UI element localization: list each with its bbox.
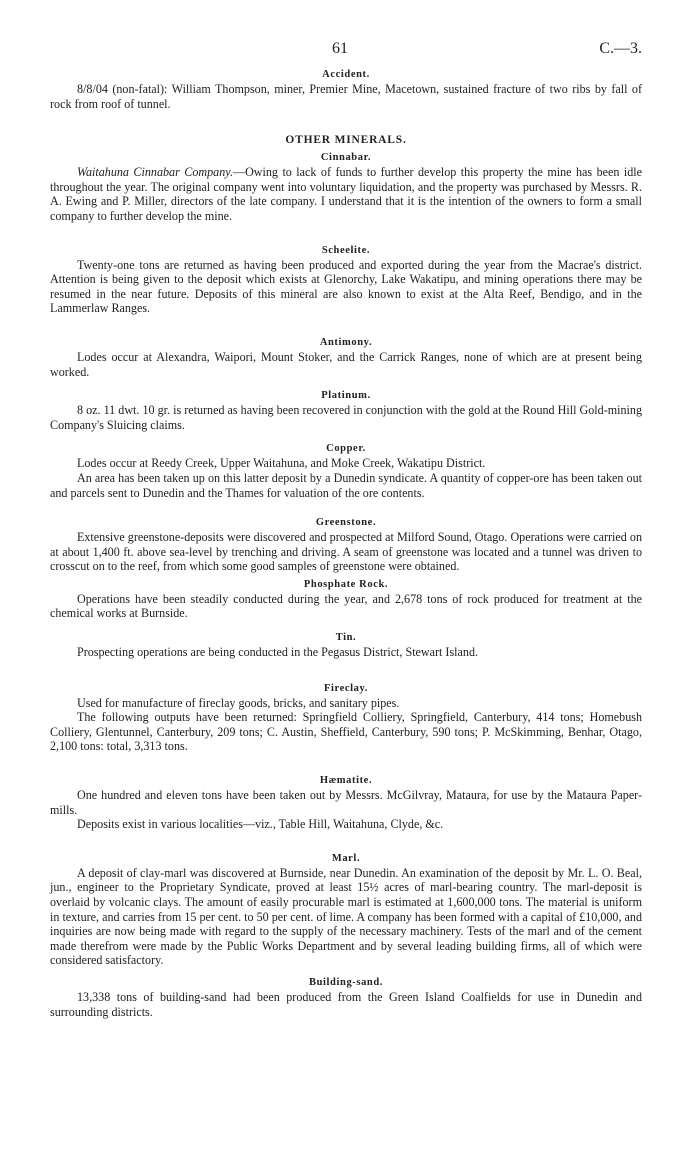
building-sand-text: 13,338 tons of building-sand had been produced from the Green Island Coalfields for use in Dunedin and surrounding districts. bbox=[50, 989, 642, 1019]
section-cinnabar bbox=[50, 151, 642, 223]
haematite-text-1: One hundred and eleven tons have been taken out by Messrs. McGilvray, Mataura, for use by the Mataura Paper-mills. bbox=[50, 788, 642, 817]
heading-copper: Copper. bbox=[326, 443, 366, 455]
heading-marl: Marl. bbox=[331, 852, 361, 864]
platinum-text: 8 oz. 11 dwt. 10 gr. is returned as having been recovered in conjunction with the gold at the Round Hill Gold-mining Company's Sluicing claims. bbox=[50, 403, 642, 432]
heading-scheelite: Scheelite. bbox=[321, 244, 371, 256]
section-marl bbox=[50, 852, 642, 968]
fireclay-text-2: The following outputs have been returned: Springfield Colliery, Springfield, Canterbury, 414 tons; Homebush Colliery, Glentunnel, Canterbury, 209 tons; C. Austin, Sheffield, Canterbury, 590 tons; P. McSkimming, Benhar, Otago, 2,100 tons: total, 3,313 tons. bbox=[50, 710, 642, 754]
heading-phosphate-rock: Phosphate Rock. bbox=[303, 578, 389, 590]
page-header bbox=[50, 40, 642, 62]
paper-reference: C.—3. bbox=[599, 40, 642, 57]
section-copper bbox=[50, 442, 642, 500]
phosphate-text: Operations have been steadily conducted during the year, and 2,678 tons of rock produced for treatment at the chemical works at Burnside. bbox=[50, 591, 642, 621]
page-number: 61 bbox=[332, 40, 348, 57]
section-fireclay bbox=[50, 682, 642, 754]
cinnabar-paragraph bbox=[50, 165, 642, 223]
cinnabar-company-name: Waitahuna Cinnabar Company. bbox=[77, 165, 233, 180]
copper-text-2: An area has been taken up on this latter deposit by a Dunedin syndicate. A quantity of copper-ore has been taken out and parcels sent to Dunedin and the Thames for valuation of the ore contents. bbox=[50, 470, 642, 500]
document-page bbox=[50, 40, 642, 1019]
section-accident bbox=[50, 68, 642, 111]
tin-text: Prospecting operations are being conducted in the Pegasus District, Stewart Island. bbox=[77, 645, 479, 660]
section-phosphate-rock bbox=[50, 578, 642, 621]
marl-text: A deposit of clay-marl was discovered at Burnside, near Dunedin. An examination of the deposit by Mr. L. O. Beal, jun., engineer to the Proprietary Syndicate, proved at least 15½ acres of marl-bearing country. The marl-deposit is overlaid by volcanic clays. The amount of easily procurable marl is estimated at 1,600,000 tons. The material is uniform in texture, and carries from 15 per cent. to 50 per cent. of lime. A company has been formed with a capital of £10,000, and inquiries are now being made with regard to the supply of the necessary machinery. Tests of the marl and of the cement made therefrom were made by the Public Works Department and by several leading building firms, all of which were considered satisfactory. bbox=[50, 865, 642, 968]
section-platinum bbox=[50, 389, 642, 432]
section-other-minerals bbox=[50, 133, 642, 147]
section-scheelite bbox=[50, 244, 642, 316]
copper-text-1: Lodes occur at Reedy Creek, Upper Waitahuna, and Moke Creek, Wakatipu District. bbox=[77, 456, 486, 471]
cinnabar-text: —Owing to lack of funds to further develop this property the mine has been idle throughout the year. The original company went into voluntary liquidation, and the property was purchased by Messrs. R. A. Ewing and P. Miller, directors of the late company. I understand that it is the intention of the owners to form a small company to further develop the mine. bbox=[50, 165, 642, 223]
antimony-text: Lodes occur at Alexandra, Waipori, Mount Stoker, and the Carrick Ranges, none of which are at present being worked. bbox=[50, 349, 642, 379]
heading-greenstone: Greenstone. bbox=[315, 517, 377, 529]
accident-text: 8/8/04 (non-fatal): William Thompson, miner, Premier Mine, Macetown, sustained fracture of two ribs by fall of rock from roof of tunnel. bbox=[50, 82, 642, 111]
heading-building-sand: Building-sand. bbox=[308, 976, 384, 988]
section-building-sand bbox=[50, 976, 642, 1019]
section-haematite bbox=[50, 774, 642, 832]
section-tin bbox=[50, 631, 642, 660]
section-antimony bbox=[50, 336, 642, 379]
section-greenstone bbox=[50, 516, 642, 574]
heading-accident: Accident. bbox=[322, 69, 370, 80]
greenstone-text: Extensive greenstone-deposits were discovered and prospected at Milford Sound, Otago. Operations were carried on at about 1,400 ft. above sea-level by trenching and driving. A seam of greenstone was located and a tunnel was driven to crosscut on to the reef, from which some good samples of greenstone were obtained. bbox=[50, 530, 642, 574]
fireclay-text-1: Used for manufacture of fireclay goods, bricks, and sanitary pipes. bbox=[77, 695, 400, 710]
heading-platinum: Platinum. bbox=[321, 390, 371, 402]
haematite-text-2: Deposits exist in various localities—viz., Table Hill, Waitahuna, Clyde, &c. bbox=[77, 817, 444, 832]
heading-haematite: Hæmatite. bbox=[319, 775, 373, 787]
heading-tin: Tin. bbox=[335, 632, 357, 644]
scheelite-text: Twenty-one tons are returned as having been produced and exported during the year from the Macrae's district. Attention is being given to the deposit which exists at Glenorchy, Lake Wakatipu, and mining operations there may be resumed in the near future. Deposits of this mineral are also known to exist at the Alta Reef, Bendigo, and in the Lammerlaw Ranges. bbox=[50, 257, 642, 316]
heading-other-minerals: OTHER MINERALS. bbox=[285, 134, 407, 147]
heading-antimony: Antimony. bbox=[319, 336, 373, 348]
heading-fireclay: Fireclay. bbox=[324, 682, 368, 694]
heading-cinnabar: Cinnabar. bbox=[320, 152, 372, 164]
